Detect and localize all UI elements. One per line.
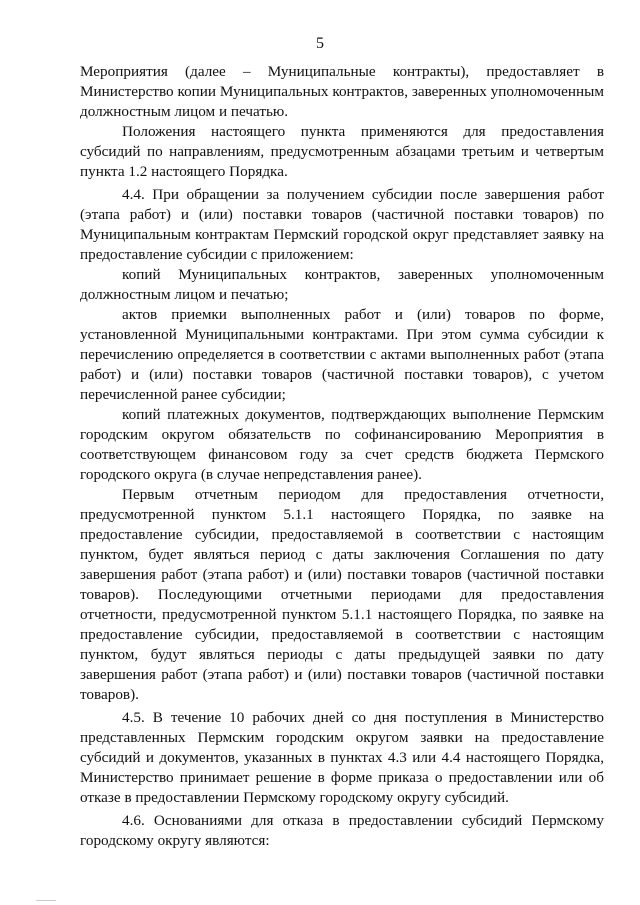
- document-body: [80, 62, 604, 851]
- paragraph-4-4: 4.4. При обращении за получением субсидии после завершения работ (этапа работ) и (или) поставки товаров (частичной поставки товаров) по Муниципальным контрактам Пермский городской округ представляет заявку на предоставление субсидии с приложением:: [80, 186, 604, 263]
- page-number: 5: [316, 35, 324, 52]
- list-item-contract-copies: копий Муниципальных контрактов, заверенных уполномоченным должностным лицом и печатью;: [80, 266, 604, 303]
- paragraph-provisions-scope: Положения настоящего пункта применяются для предоставления субсидий по направлениям, предусмотренным абзацами третьим и четвертым пункта 1.2 настоящего Порядка.: [80, 123, 604, 180]
- list-item-payment-documents: копий платежных документов, подтверждающих выполнение Пермским городским округом обязательств по софинансированию Мероприятия в соответствующем финансовом году за счет средств бюджета Пермского городского округа (в случае непредставления ранее).: [80, 406, 604, 483]
- paragraph-4-6: 4.6. Основаниями для отказа в предоставлении субсидий Пермскому городскому округу являются:: [80, 812, 604, 849]
- paragraph-reporting-periods: Первым отчетным периодом для предоставления отчетности, предусмотренной пунктом 5.1.1 настоящего Порядка, по заявке на предоставление субсидии, предоставляемой в соответствии с настоящим пунктом, будет являться период с даты заключения Соглашения по дату завершения работ (этапа работ) и (или) поставки товаров (частичной поставки товаров). Последующими отчетными периодами для предоставления отчетности, предусмотренной пунктом 5.1.1 настоящего Порядка, по заявке на предоставление субсидии, предоставляемой в соответствии с настоящим пунктом, будут являться периоды с даты предыдущей заявки по дату завершения работ (этапа работ) и (или) поставки товаров (частичной поставки товаров).: [80, 486, 604, 703]
- paragraph-4-5: 4.5. В течение 10 рабочих дней со дня поступления в Министерство представленных Пермским городским округом заявки на предоставление субсидий и документов, указанных в пунктах 4.3 или 4.4 настоящего Порядка, Министерство принимает решение в форме приказа о предоставлении или об отказе в предоставлении Пермскому городскому округу субсидий.: [80, 709, 604, 806]
- scan-artifact: [36, 900, 56, 901]
- paragraph-continuation: Мероприятия (далее – Муниципальные контракты), предоставляет в Министерство копии Муниципальных контрактов, заверенных уполномоченным должностным лицом и печатью.: [80, 63, 604, 120]
- list-item-acceptance-acts: актов приемки выполненных работ и (или) товаров по форме, установленной Муниципальными контрактами. При этом сумма субсидии к перечислению определяется в соответствии с актами выполненных работ (этапа работ) и (или) поставки товаров (частичной поставки товаров), с учетом перечисленной ранее субсидии;: [80, 306, 604, 403]
